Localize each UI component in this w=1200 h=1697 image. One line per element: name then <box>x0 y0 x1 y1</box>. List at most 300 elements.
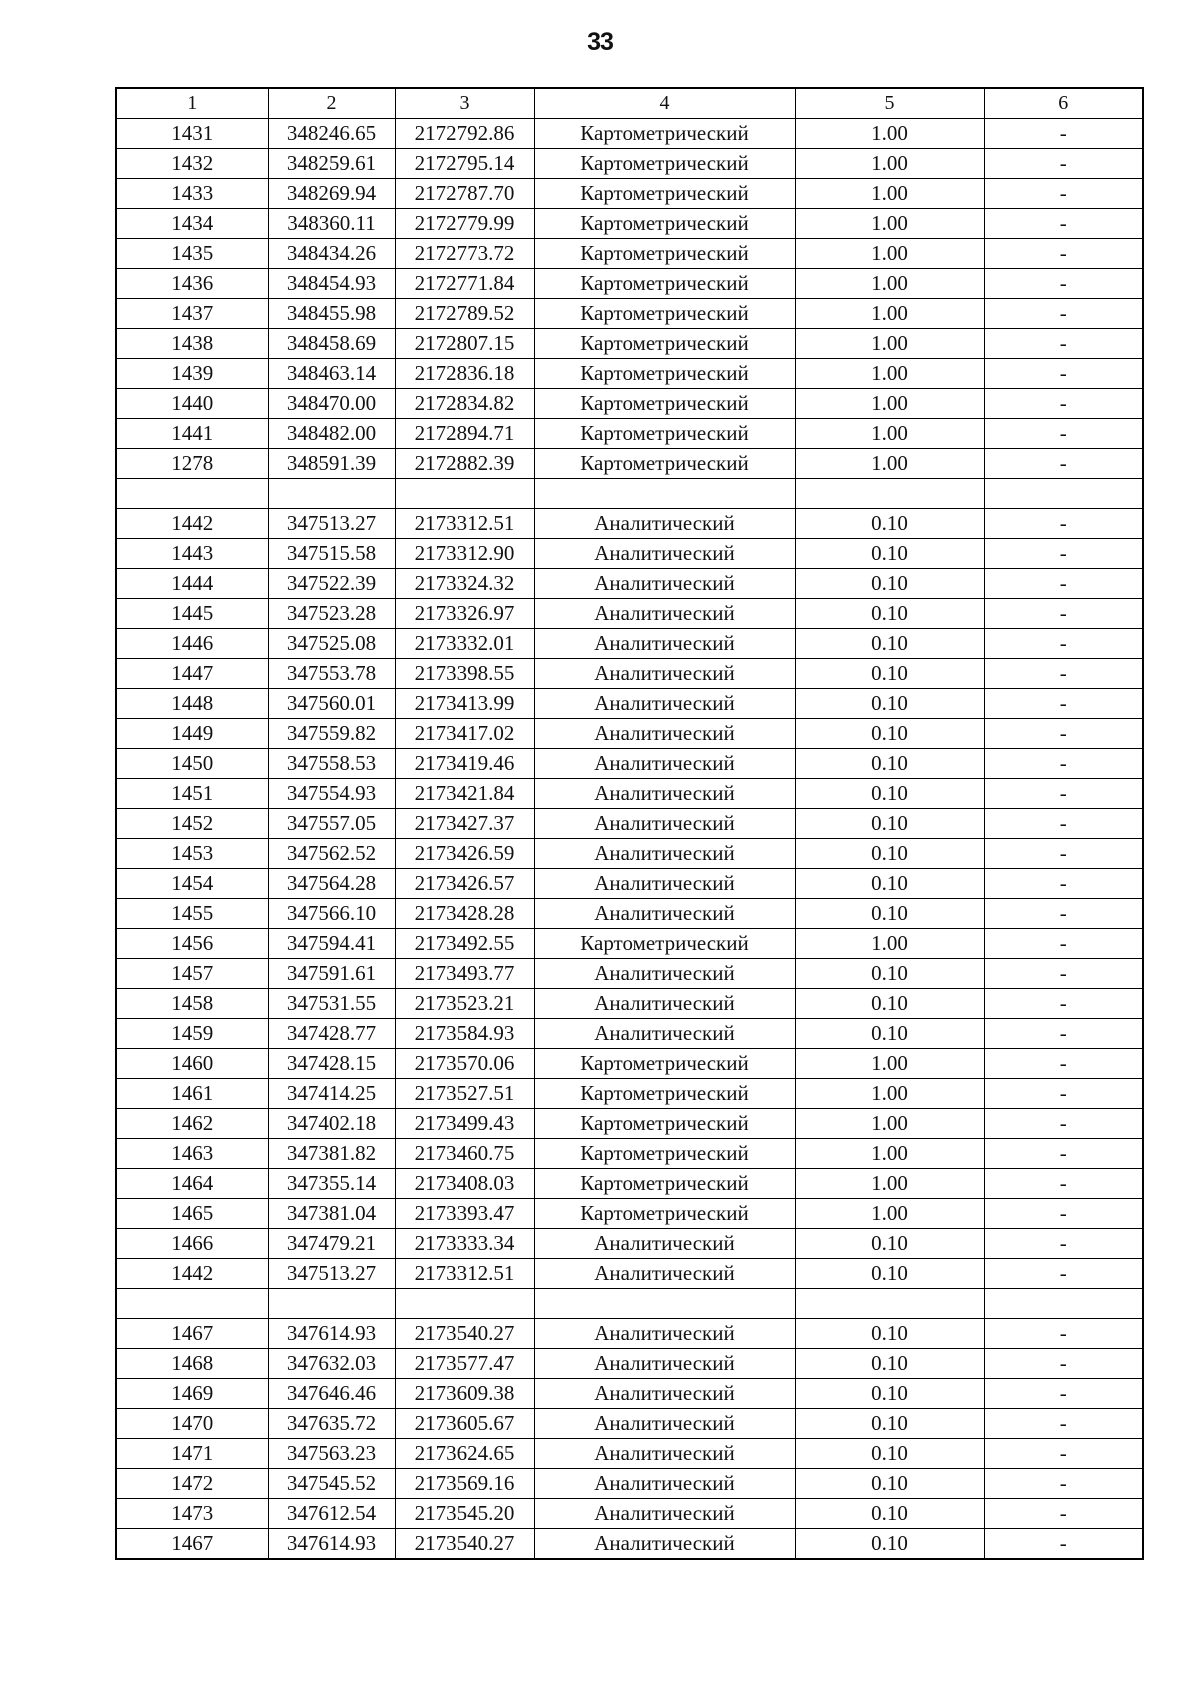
x-coordinate-cell: 347554.93 <box>268 779 395 809</box>
x-coordinate-cell: 348458.69 <box>268 329 395 359</box>
y-coordinate-cell: 2173570.06 <box>395 1049 534 1079</box>
accuracy-cell: 1.00 <box>795 449 984 479</box>
table-row <box>116 599 1143 629</box>
column-header-4: 4 <box>534 88 795 119</box>
note-cell: - <box>984 269 1143 299</box>
table-row <box>116 329 1143 359</box>
y-coordinate-cell: 2172807.15 <box>395 329 534 359</box>
x-coordinate-cell: 347513.27 <box>268 1259 395 1289</box>
x-coordinate-cell: 347558.53 <box>268 749 395 779</box>
accuracy-cell: 1.00 <box>795 389 984 419</box>
point-number-cell: 1443 <box>116 539 268 569</box>
accuracy-cell: 1.00 <box>795 179 984 209</box>
table-row <box>116 1169 1143 1199</box>
y-coordinate-cell: 2173312.51 <box>395 1259 534 1289</box>
x-coordinate-cell: 347381.82 <box>268 1139 395 1169</box>
x-coordinate-cell: 347564.28 <box>268 869 395 899</box>
note-cell: - <box>984 1229 1143 1259</box>
point-number-cell: 1473 <box>116 1499 268 1529</box>
column-header-5: 5 <box>795 88 984 119</box>
y-coordinate-cell: 2173326.97 <box>395 599 534 629</box>
y-coordinate-cell: 2173545.20 <box>395 1499 534 1529</box>
x-coordinate-cell: 347562.52 <box>268 839 395 869</box>
method-cell <box>534 1289 795 1319</box>
table-row <box>116 1139 1143 1169</box>
accuracy-cell: 0.10 <box>795 1319 984 1349</box>
x-coordinate-cell: 347635.72 <box>268 1409 395 1439</box>
table-row <box>116 419 1143 449</box>
note-cell: - <box>984 749 1143 779</box>
accuracy-cell: 1.00 <box>795 359 984 389</box>
table-row <box>116 1439 1143 1469</box>
method-cell: Аналитический <box>534 1379 795 1409</box>
note-cell <box>984 1289 1143 1319</box>
accuracy-cell: 1.00 <box>795 299 984 329</box>
accuracy-cell: 1.00 <box>795 119 984 149</box>
table-row <box>116 1079 1143 1109</box>
table-row <box>116 179 1143 209</box>
point-number-cell <box>116 479 268 509</box>
table-row <box>116 989 1143 1019</box>
y-coordinate-cell: 2173428.28 <box>395 899 534 929</box>
point-number-cell: 1459 <box>116 1019 268 1049</box>
method-cell: Картометрический <box>534 119 795 149</box>
note-cell: - <box>984 239 1143 269</box>
point-number-cell: 1470 <box>116 1409 268 1439</box>
method-cell: Аналитический <box>534 719 795 749</box>
x-coordinate-cell: 347525.08 <box>268 629 395 659</box>
point-number-cell: 1448 <box>116 689 268 719</box>
note-cell: - <box>984 539 1143 569</box>
column-header-6: 6 <box>984 88 1143 119</box>
note-cell: - <box>984 299 1143 329</box>
point-number-cell: 1439 <box>116 359 268 389</box>
method-cell: Аналитический <box>534 629 795 659</box>
y-coordinate-cell: 2173312.90 <box>395 539 534 569</box>
y-coordinate-cell: 2173460.75 <box>395 1139 534 1169</box>
method-cell: Картометрический <box>534 389 795 419</box>
method-cell: Картометрический <box>534 1109 795 1139</box>
y-coordinate-cell: 2173413.99 <box>395 689 534 719</box>
y-coordinate-cell <box>395 1289 534 1319</box>
table-row <box>116 809 1143 839</box>
point-number-cell <box>116 1289 268 1319</box>
table-row <box>116 1349 1143 1379</box>
y-coordinate-cell: 2173324.32 <box>395 569 534 599</box>
y-coordinate-cell: 2173577.47 <box>395 1349 534 1379</box>
y-coordinate-cell: 2173421.84 <box>395 779 534 809</box>
x-coordinate-cell: 347646.46 <box>268 1379 395 1409</box>
y-coordinate-cell: 2173426.57 <box>395 869 534 899</box>
point-number-cell: 1444 <box>116 569 268 599</box>
table-row <box>116 629 1143 659</box>
note-cell: - <box>984 719 1143 749</box>
point-number-cell: 1442 <box>116 1259 268 1289</box>
note-cell: - <box>984 389 1143 419</box>
table-row <box>116 449 1143 479</box>
note-cell: - <box>984 569 1143 599</box>
x-coordinate-cell: 347515.58 <box>268 539 395 569</box>
method-cell: Картометрический <box>534 149 795 179</box>
x-coordinate-cell: 347553.78 <box>268 659 395 689</box>
accuracy-cell: 1.00 <box>795 1169 984 1199</box>
accuracy-cell: 0.10 <box>795 1439 984 1469</box>
note-cell: - <box>984 929 1143 959</box>
method-cell: Аналитический <box>534 749 795 779</box>
table-row <box>116 539 1143 569</box>
x-coordinate-cell: 347479.21 <box>268 1229 395 1259</box>
method-cell: Аналитический <box>534 1439 795 1469</box>
method-cell: Картометрический <box>534 929 795 959</box>
point-number-cell: 1431 <box>116 119 268 149</box>
table-row <box>116 1109 1143 1139</box>
accuracy-cell: 0.10 <box>795 689 984 719</box>
point-number-cell: 1469 <box>116 1379 268 1409</box>
point-number-cell: 1446 <box>116 629 268 659</box>
table-row <box>116 659 1143 689</box>
table-row <box>116 389 1143 419</box>
point-number-cell: 1453 <box>116 839 268 869</box>
table-row <box>116 839 1143 869</box>
y-coordinate-cell: 2173523.21 <box>395 989 534 1019</box>
point-number-cell: 1432 <box>116 149 268 179</box>
accuracy-cell: 0.10 <box>795 1229 984 1259</box>
point-number-cell: 1468 <box>116 1349 268 1379</box>
point-number-cell: 1464 <box>116 1169 268 1199</box>
note-cell: - <box>984 659 1143 689</box>
note-cell: - <box>984 1439 1143 1469</box>
method-cell: Картометрический <box>534 359 795 389</box>
method-cell: Аналитический <box>534 779 795 809</box>
point-number-cell: 1438 <box>116 329 268 359</box>
accuracy-cell: 0.10 <box>795 1499 984 1529</box>
table-row <box>116 1409 1143 1439</box>
method-cell: Картометрический <box>534 269 795 299</box>
x-coordinate-cell: 348455.98 <box>268 299 395 329</box>
table-row <box>116 119 1143 149</box>
table-row <box>116 779 1143 809</box>
method-cell: Аналитический <box>534 1529 795 1560</box>
accuracy-cell: 1.00 <box>795 1079 984 1109</box>
accuracy-cell: 0.10 <box>795 1409 984 1439</box>
accuracy-cell: 1.00 <box>795 419 984 449</box>
point-number-cell: 1442 <box>116 509 268 539</box>
note-cell: - <box>984 329 1143 359</box>
note-cell: - <box>984 1139 1143 1169</box>
x-coordinate-cell: 347355.14 <box>268 1169 395 1199</box>
note-cell: - <box>984 209 1143 239</box>
accuracy-cell: 1.00 <box>795 1139 984 1169</box>
method-cell: Аналитический <box>534 869 795 899</box>
table-row <box>116 899 1143 929</box>
accuracy-cell: 0.10 <box>795 809 984 839</box>
accuracy-cell: 0.10 <box>795 509 984 539</box>
y-coordinate-cell: 2172795.14 <box>395 149 534 179</box>
accuracy-cell: 1.00 <box>795 209 984 239</box>
x-coordinate-cell: 347523.28 <box>268 599 395 629</box>
note-cell: - <box>984 119 1143 149</box>
accuracy-cell: 0.10 <box>795 1469 984 1499</box>
y-coordinate-cell: 2172792.86 <box>395 119 534 149</box>
point-number-cell: 1457 <box>116 959 268 989</box>
y-coordinate-cell: 2172894.71 <box>395 419 534 449</box>
method-cell: Картометрический <box>534 449 795 479</box>
method-cell: Аналитический <box>534 959 795 989</box>
x-coordinate-cell: 348246.65 <box>268 119 395 149</box>
point-number-cell: 1458 <box>116 989 268 1019</box>
table-row <box>116 869 1143 899</box>
x-coordinate-cell: 347545.52 <box>268 1469 395 1499</box>
accuracy-cell: 0.10 <box>795 659 984 689</box>
coordinates-table <box>115 87 1144 1560</box>
accuracy-cell: 1.00 <box>795 1199 984 1229</box>
x-coordinate-cell <box>268 1289 395 1319</box>
y-coordinate-cell: 2172882.39 <box>395 449 534 479</box>
point-number-cell: 1441 <box>116 419 268 449</box>
column-header-1: 1 <box>116 88 268 119</box>
y-coordinate-cell: 2173540.27 <box>395 1319 534 1349</box>
method-cell <box>534 479 795 509</box>
x-coordinate-cell <box>268 479 395 509</box>
table-row <box>116 569 1143 599</box>
point-number-cell: 1471 <box>116 1439 268 1469</box>
note-cell: - <box>984 779 1143 809</box>
x-coordinate-cell: 347566.10 <box>268 899 395 929</box>
note-cell: - <box>984 359 1143 389</box>
accuracy-cell: 1.00 <box>795 929 984 959</box>
note-cell: - <box>984 1199 1143 1229</box>
table-row <box>116 1379 1143 1409</box>
x-coordinate-cell: 347632.03 <box>268 1349 395 1379</box>
page-number: 33 <box>587 28 613 56</box>
point-number-cell: 1455 <box>116 899 268 929</box>
method-cell: Аналитический <box>534 599 795 629</box>
accuracy-cell: 1.00 <box>795 269 984 299</box>
accuracy-cell: 0.10 <box>795 869 984 899</box>
note-cell: - <box>984 1019 1143 1049</box>
method-cell: Аналитический <box>534 1469 795 1499</box>
x-coordinate-cell: 347591.61 <box>268 959 395 989</box>
x-coordinate-cell: 347563.23 <box>268 1439 395 1469</box>
point-number-cell: 1454 <box>116 869 268 899</box>
point-number-cell: 1467 <box>116 1319 268 1349</box>
note-cell: - <box>984 1079 1143 1109</box>
note-cell: - <box>984 1349 1143 1379</box>
y-coordinate-cell: 2173540.27 <box>395 1529 534 1560</box>
method-cell: Картометрический <box>534 179 795 209</box>
y-coordinate-cell: 2173624.65 <box>395 1439 534 1469</box>
method-cell: Аналитический <box>534 809 795 839</box>
table-row <box>116 1529 1143 1560</box>
table-row <box>116 929 1143 959</box>
note-cell: - <box>984 1319 1143 1349</box>
point-number-cell: 1465 <box>116 1199 268 1229</box>
y-coordinate-cell: 2172779.99 <box>395 209 534 239</box>
note-cell: - <box>984 149 1143 179</box>
note-cell: - <box>984 959 1143 989</box>
table-row <box>116 359 1143 389</box>
y-coordinate-cell: 2173569.16 <box>395 1469 534 1499</box>
method-cell: Картометрический <box>534 1049 795 1079</box>
point-number-cell: 1450 <box>116 749 268 779</box>
method-cell: Картометрический <box>534 1199 795 1229</box>
accuracy-cell: 0.10 <box>795 989 984 1019</box>
point-number-cell: 1463 <box>116 1139 268 1169</box>
accuracy-cell: 0.10 <box>795 539 984 569</box>
y-coordinate-cell: 2173584.93 <box>395 1019 534 1049</box>
y-coordinate-cell: 2173398.55 <box>395 659 534 689</box>
note-cell: - <box>984 1529 1143 1560</box>
table-row <box>116 1259 1143 1289</box>
y-coordinate-cell: 2172771.84 <box>395 269 534 299</box>
method-cell: Аналитический <box>534 1229 795 1259</box>
table-row <box>116 149 1143 179</box>
method-cell: Аналитический <box>534 989 795 1019</box>
x-coordinate-cell: 347559.82 <box>268 719 395 749</box>
accuracy-cell: 0.10 <box>795 629 984 659</box>
y-coordinate-cell: 2173605.67 <box>395 1409 534 1439</box>
x-coordinate-cell: 347614.93 <box>268 1319 395 1349</box>
accuracy-cell: 0.10 <box>795 959 984 989</box>
x-coordinate-cell: 348470.00 <box>268 389 395 419</box>
method-cell: Картометрический <box>534 239 795 269</box>
note-cell: - <box>984 869 1143 899</box>
accuracy-cell <box>795 1289 984 1319</box>
point-number-cell: 1437 <box>116 299 268 329</box>
method-cell: Картометрический <box>534 299 795 329</box>
point-number-cell: 1445 <box>116 599 268 629</box>
x-coordinate-cell: 347381.04 <box>268 1199 395 1229</box>
method-cell: Аналитический <box>534 689 795 719</box>
table-row <box>116 479 1143 509</box>
table-row <box>116 1319 1143 1349</box>
y-coordinate-cell: 2173419.46 <box>395 749 534 779</box>
accuracy-cell: 1.00 <box>795 1049 984 1079</box>
note-cell: - <box>984 809 1143 839</box>
y-coordinate-cell: 2173427.37 <box>395 809 534 839</box>
method-cell: Картометрический <box>534 329 795 359</box>
method-cell: Аналитический <box>534 1349 795 1379</box>
method-cell: Аналитический <box>534 1259 795 1289</box>
note-cell: - <box>984 989 1143 1019</box>
note-cell <box>984 479 1143 509</box>
table-row <box>116 1469 1143 1499</box>
method-cell: Аналитический <box>534 569 795 599</box>
x-coordinate-cell: 347594.41 <box>268 929 395 959</box>
note-cell: - <box>984 1169 1143 1199</box>
table-row <box>116 1289 1143 1319</box>
table-row <box>116 299 1143 329</box>
note-cell: - <box>984 629 1143 659</box>
y-coordinate-cell: 2173312.51 <box>395 509 534 539</box>
table-header-row <box>116 88 1143 119</box>
point-number-cell: 1433 <box>116 179 268 209</box>
method-cell: Картометрический <box>534 419 795 449</box>
accuracy-cell: 0.10 <box>795 599 984 629</box>
accuracy-cell: 0.10 <box>795 1349 984 1379</box>
table-row <box>116 689 1143 719</box>
x-coordinate-cell: 348454.93 <box>268 269 395 299</box>
column-header-2: 2 <box>268 88 395 119</box>
x-coordinate-cell: 347614.93 <box>268 1529 395 1560</box>
note-cell: - <box>984 449 1143 479</box>
point-number-cell: 1434 <box>116 209 268 239</box>
x-coordinate-cell: 348269.94 <box>268 179 395 209</box>
x-coordinate-cell: 347414.25 <box>268 1079 395 1109</box>
method-cell: Аналитический <box>534 839 795 869</box>
column-header-3: 3 <box>395 88 534 119</box>
point-number-cell: 1461 <box>116 1079 268 1109</box>
note-cell: - <box>984 1379 1143 1409</box>
accuracy-cell: 0.10 <box>795 839 984 869</box>
table-row <box>116 959 1143 989</box>
accuracy-cell: 0.10 <box>795 779 984 809</box>
accuracy-cell: 0.10 <box>795 719 984 749</box>
x-coordinate-cell: 347522.39 <box>268 569 395 599</box>
y-coordinate-cell: 2172789.52 <box>395 299 534 329</box>
method-cell: Картометрический <box>534 209 795 239</box>
note-cell: - <box>984 839 1143 869</box>
note-cell: - <box>984 1259 1143 1289</box>
y-coordinate-cell: 2173499.43 <box>395 1109 534 1139</box>
y-coordinate-cell: 2173417.02 <box>395 719 534 749</box>
note-cell: - <box>984 599 1143 629</box>
x-coordinate-cell: 348434.26 <box>268 239 395 269</box>
method-cell: Картометрический <box>534 1139 795 1169</box>
method-cell: Аналитический <box>534 509 795 539</box>
y-coordinate-cell: 2173408.03 <box>395 1169 534 1199</box>
accuracy-cell: 0.10 <box>795 1379 984 1409</box>
table-row <box>116 749 1143 779</box>
accuracy-cell: 0.10 <box>795 899 984 929</box>
table-row <box>116 1019 1143 1049</box>
point-number-cell: 1447 <box>116 659 268 689</box>
method-cell: Аналитический <box>534 1319 795 1349</box>
accuracy-cell <box>795 479 984 509</box>
note-cell: - <box>984 1109 1143 1139</box>
point-number-cell: 1452 <box>116 809 268 839</box>
note-cell: - <box>984 1499 1143 1529</box>
x-coordinate-cell: 348482.00 <box>268 419 395 449</box>
accuracy-cell: 0.10 <box>795 749 984 779</box>
y-coordinate-cell: 2172773.72 <box>395 239 534 269</box>
note-cell: - <box>984 1409 1143 1439</box>
note-cell: - <box>984 899 1143 929</box>
accuracy-cell: 1.00 <box>795 329 984 359</box>
x-coordinate-cell: 347612.54 <box>268 1499 395 1529</box>
y-coordinate-cell: 2172787.70 <box>395 179 534 209</box>
point-number-cell: 1460 <box>116 1049 268 1079</box>
method-cell: Аналитический <box>534 1409 795 1439</box>
table-body <box>116 88 1143 1559</box>
point-number-cell: 1456 <box>116 929 268 959</box>
x-coordinate-cell: 348259.61 <box>268 149 395 179</box>
accuracy-cell: 1.00 <box>795 1109 984 1139</box>
table-row <box>116 1199 1143 1229</box>
accuracy-cell: 0.10 <box>795 569 984 599</box>
method-cell: Картометрический <box>534 1169 795 1199</box>
table-row <box>116 239 1143 269</box>
accuracy-cell: 1.00 <box>795 239 984 269</box>
x-coordinate-cell: 347428.77 <box>268 1019 395 1049</box>
y-coordinate-cell: 2173493.77 <box>395 959 534 989</box>
y-coordinate-cell: 2173527.51 <box>395 1079 534 1109</box>
point-number-cell: 1278 <box>116 449 268 479</box>
x-coordinate-cell: 347531.55 <box>268 989 395 1019</box>
table-row <box>116 719 1143 749</box>
note-cell: - <box>984 1049 1143 1079</box>
method-cell: Аналитический <box>534 539 795 569</box>
